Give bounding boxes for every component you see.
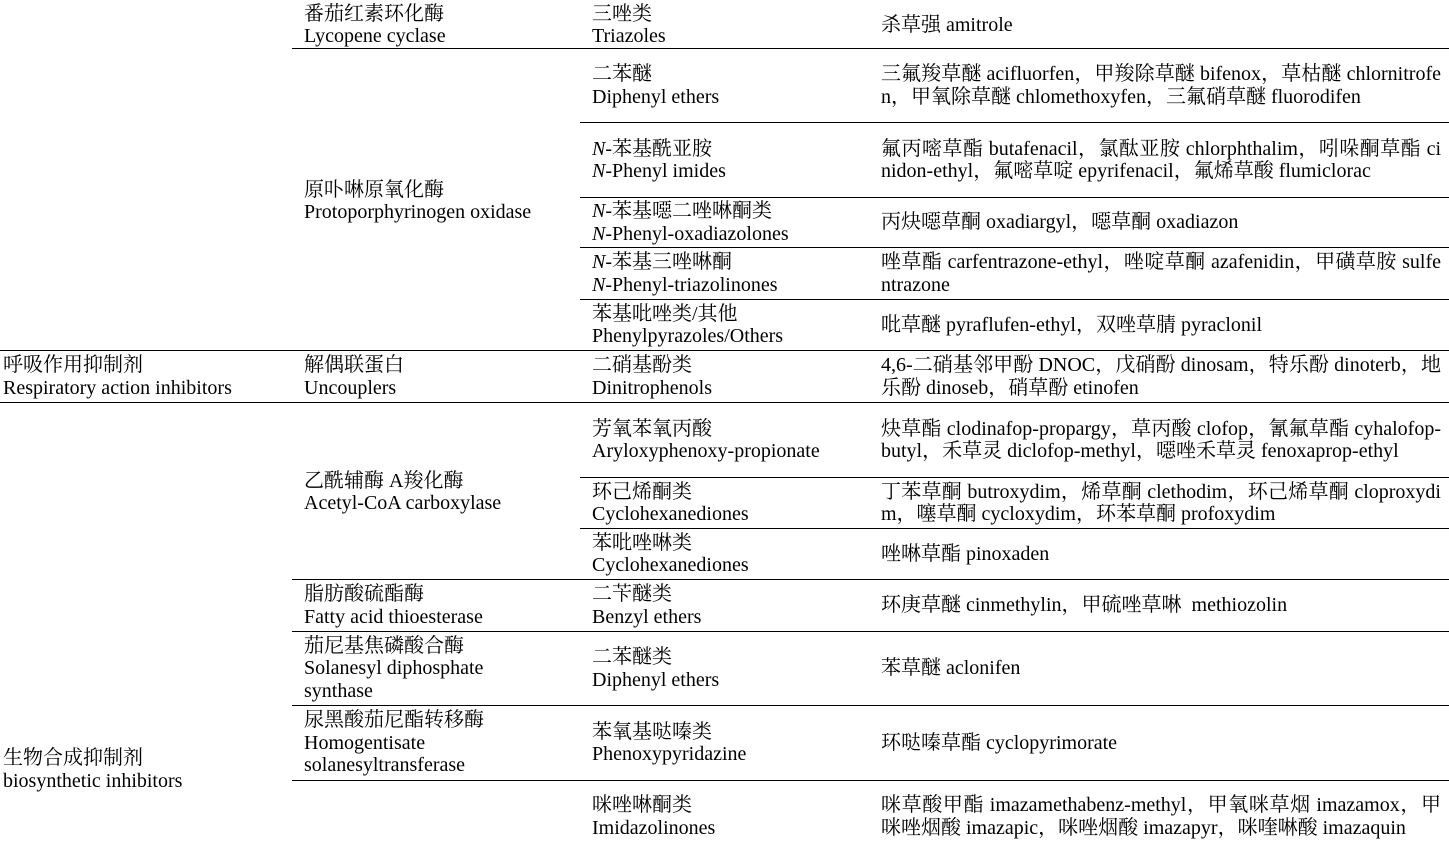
chem-name-en: Dinitrophenols: [592, 376, 712, 399]
class-cell: [3, 351, 288, 402]
italic-prefix: N: [592, 200, 606, 222]
chem-name-en: Phenoxypyridazine: [592, 743, 747, 765]
site-cell: [304, 580, 580, 631]
chem-name-en: [592, 223, 874, 246]
chem-name-en: Benzyl ethers: [592, 605, 702, 628]
site-cell: [304, 632, 580, 705]
site-cell: [304, 175, 580, 227]
chem-cell: [592, 123, 874, 197]
chem-name-en-rest: -Phenyl-oxadiazolones: [605, 222, 789, 245]
chem-cell: [592, 198, 874, 247]
site-name-zh: 番茄红素环化酶: [304, 2, 444, 25]
site-name-en: solanesyltransferase: [304, 754, 466, 777]
chem-name-en: Triazoles: [592, 25, 666, 47]
chem-cell: [592, 351, 874, 402]
chem-name-zh: 二硝基酚类: [592, 354, 692, 376]
chem-cell: [592, 580, 874, 631]
herbicide-list: 唑草酯 carfentrazone-ethyl，唑啶草酮 azafenidin，甲磺草胺 sulfentrazone: [881, 251, 1441, 296]
chem-name-en: Aryloxyphenoxy-propionate: [592, 440, 820, 462]
herbicide-list: 苯草醚 aclonifen: [881, 657, 1021, 680]
chem-cell: [592, 2, 874, 48]
chem-cell: [592, 632, 874, 705]
chem-name-zh: 三唑类: [592, 2, 652, 25]
chem-name-zh: 二苄醚类: [592, 583, 672, 605]
chem-name-zh-rest: -苯基酰亚胺: [605, 137, 713, 160]
chem-name-en: Imidazolinones: [592, 816, 716, 839]
class-name-en: Respiratory action inhibitors: [3, 376, 232, 399]
chem-name-zh: 二苯醚类: [592, 646, 672, 668]
herbicide-list: 杀草强 amitrole: [881, 13, 1013, 36]
herbicide-cell: [881, 529, 1441, 579]
chem-name-zh: [592, 200, 874, 223]
herbicide-cell: [881, 351, 1441, 402]
site-name-en: synthase: [304, 679, 373, 702]
chem-name-en: Cyclohexanediones: [592, 503, 749, 525]
italic-prefix: N: [592, 222, 606, 245]
herbicide-cell: [881, 632, 1441, 705]
chem-cell: [592, 478, 874, 528]
chem-cell: [592, 781, 874, 852]
class-name-zh: 呼吸作用抑制剂: [3, 354, 143, 376]
herbicide-list: 炔草酯 clodinafop-propargy，草丙酸 clofop，氰氟草酯 cyhalofop-butyl，禾草灵 diclofop-methyl，噁唑禾草灵 fenoxaprop-ethyl: [881, 417, 1441, 462]
site-name-en: Solanesyl diphosphate: [304, 657, 484, 680]
site-name-zh: 解偶联蛋白: [304, 354, 404, 376]
chem-cell: [592, 49, 874, 122]
chem-name-en: Cyclohexanediones: [592, 554, 749, 576]
herbicide-cell: [881, 300, 1441, 350]
italic-prefix: N: [592, 251, 606, 273]
chem-name-en: Diphenyl ethers: [592, 85, 720, 108]
italic-prefix: N: [592, 160, 606, 182]
chem-name-zh: 二苯醚: [592, 63, 652, 85]
herbicide-list: 咪草酸甲酯 imazamethabenz-methyl，甲氧咪草烟 imazamox，甲咪唑烟酸 imazapic，咪唑烟酸 imazapyr，咪喹啉酸 imazaquin: [881, 794, 1441, 839]
chem-cell: [592, 300, 874, 350]
herbicide-list: 氟丙嘧草酯 butafenacil，氯酞亚胺 chlorphthalim，吲哚酮草酯 cinidon-ethyl，氟嘧草啶 epyrifenacil，氟烯草酸 flumiclorac: [881, 137, 1441, 182]
chem-name-zh: [592, 138, 874, 161]
site-name-en: Homogentisate: [304, 731, 426, 754]
chem-cell: [592, 529, 874, 579]
herbicide-cell: [881, 403, 1441, 477]
site-name-en: Uncouplers: [304, 376, 397, 399]
herbicide-cell: [881, 198, 1441, 247]
chem-cell: [592, 706, 874, 780]
class-name-zh: 生物合成抑制剂: [3, 747, 143, 769]
herbicide-cell: [881, 706, 1441, 780]
herbicide-cell: [881, 49, 1441, 122]
chem-name-en: Diphenyl ethers: [592, 668, 720, 691]
chem-name-en-rest: -Phenyl imides: [605, 160, 726, 182]
chem-name-zh: 环己烯酮类: [592, 480, 692, 503]
herbicide-cell: [881, 580, 1441, 631]
italic-prefix: N: [592, 273, 606, 296]
site-name-zh: 原卟啉原氧化酶: [304, 178, 444, 201]
herbicide-cell: [881, 478, 1441, 528]
site-cell: [304, 706, 580, 780]
chem-name-en: [592, 160, 874, 183]
chem-cell: [592, 403, 874, 477]
herbicide-list: 三氟羧草醚 acifluorfen，甲羧除草醚 bifenox，草枯醚 chlornitrofen，甲氧除草醚 chlomethoxyfen，三氟硝草醚 fluorodifen: [881, 63, 1441, 108]
herbicide-cell: [881, 781, 1441, 852]
herbicide-list: 唑啉草酯 pinoxaden: [881, 542, 1050, 565]
herbicide-cell: [881, 123, 1441, 197]
site-cell: [304, 2, 580, 48]
herbicide-cell: [881, 248, 1441, 299]
chem-name-en-rest: -Phenyl-triazolinones: [605, 273, 778, 296]
chem-cell: [592, 248, 874, 299]
site-name-zh: 乙酰辅酶 A羧化酶: [304, 469, 464, 492]
chem-name-zh-rest: -苯基噁二唑啉酮类: [605, 200, 773, 222]
chem-name-zh: 苯吡唑啉类: [592, 531, 692, 554]
herbicide-list: 环哒嗪草酯 cyclopyrimorate: [881, 731, 1118, 754]
herbicide-list: 吡草醚 pyraflufen-ethyl，双唑草腈 pyraclonil: [881, 313, 1263, 336]
chem-name-zh: 苯基吡唑类/其他: [592, 302, 738, 325]
herbicide-list: 丙炔噁草酮 oxadiargyl，噁草酮 oxadiazon: [881, 211, 1239, 234]
herbicide-list: 环庚草醚 cinmethylin，甲硫唑草啉 methiozolin: [881, 594, 1288, 617]
site-name-zh: 茄尼基焦磷酸合酶: [304, 634, 464, 657]
chem-name-zh: 芳氧苯氧丙酸: [592, 417, 712, 440]
italic-prefix: N: [592, 137, 606, 160]
site-name-en: Acetyl-CoA carboxylase: [304, 492, 502, 514]
site-name-en: Lycopene cyclase: [304, 25, 446, 47]
site-name-zh: 尿黑酸茄尼酯转移酶: [304, 709, 484, 732]
herbicide-list: 4,6-二硝基邻甲酚 DNOC，戊硝酚 dinosam，特乐酚 dinoterb，地乐酚 dinoseb，硝草酚 etinofen: [881, 354, 1441, 399]
site-cell: [304, 466, 580, 518]
site-name-en: Protoporphyrinogen oxidase: [304, 201, 532, 223]
class-name-en: biosynthetic inhibitors: [3, 769, 183, 792]
site-cell: [304, 351, 580, 402]
herbicide-list: 丁苯草酮 butroxydim，烯草酮 clethodim，环己烯草酮 cloproxydim，噻草酮 cycloxydim，环苯草酮 profoxydim: [881, 480, 1441, 525]
chem-name-zh-rest: -苯基三唑啉酮: [605, 251, 733, 273]
herbicide-cell: [881, 2, 1441, 48]
chem-name-en: [592, 274, 874, 297]
chem-name-zh: [592, 251, 874, 274]
class-cell: [3, 744, 288, 795]
chem-name-en: Phenylpyrazoles/Others: [592, 325, 784, 347]
chem-name-zh: 咪唑啉酮类: [592, 794, 692, 816]
site-name-zh: 脂肪酸硫酯酶: [304, 583, 424, 605]
site-name-en: Fatty acid thioesterase: [304, 605, 483, 628]
chem-name-zh: 苯氧基哒嗪类: [592, 720, 712, 743]
